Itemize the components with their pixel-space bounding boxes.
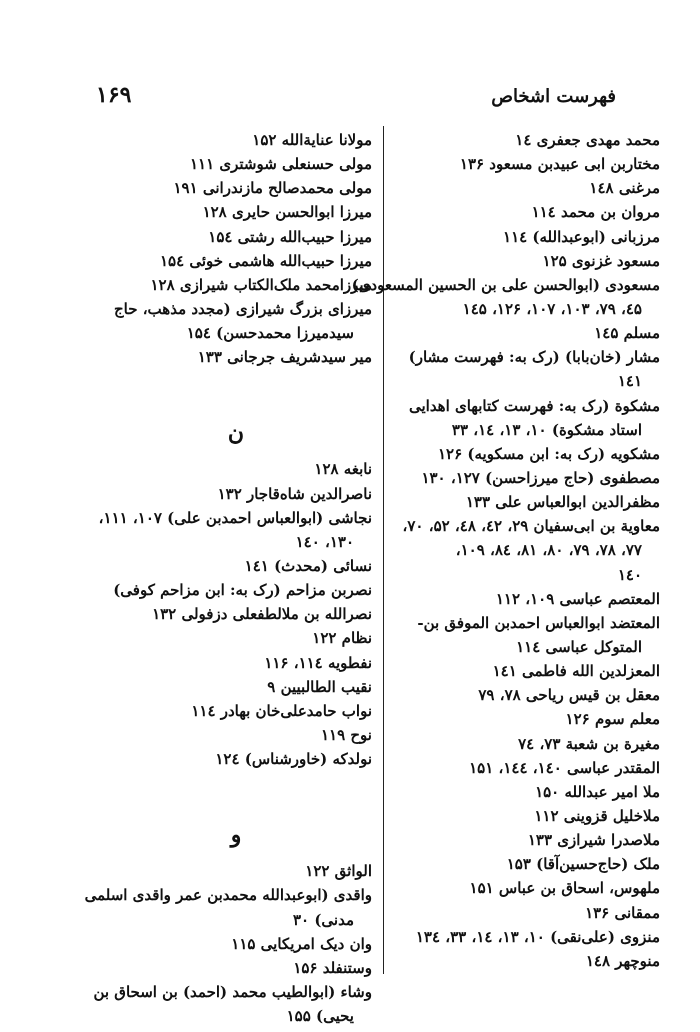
index-entry: المقتدر عباسی ۱٤۰، ۱٤٤، ۱۵۱ [469, 758, 660, 777]
index-entry: نولدکه (خاورشناس) ۱۲٤ [215, 750, 372, 769]
index-entry: وستنفلد ۱۵۶ [293, 958, 372, 977]
index-entry: مسعود غزنوی ۱۲۵ [542, 251, 660, 270]
index-entry-continuation: ۱٤۰ [617, 565, 642, 584]
index-entry-continuation: المتوکل عباسی ۱۱٤ [516, 637, 642, 656]
index-entry: مولی حسنعلی شوشتری ۱۱۱ [189, 155, 372, 174]
section-letter-heading: ن [227, 420, 245, 447]
index-entry: مصطفوی (حاج میرزاحسن) ۱۲۷، ۱۳۰ [421, 468, 660, 487]
index-entry: نصربن مزاحم (رک به: ابن مزاحم کوفی) [113, 581, 372, 600]
index-entry: مشکویه (رک به: ابن مسکویه) ۱۲۶ [438, 444, 660, 463]
index-entry: نصرالله بن ملالطفعلی دزفولی ۱۳۲ [152, 605, 372, 624]
index-entry: مظفرالدین ابوالعباس علی ۱۳۳ [465, 493, 660, 512]
index-entry-continuation: سیدمیرزا محمدحسن) ۱۵٤ [186, 324, 354, 343]
index-entry: نفطویه ۱۱٤، ۱۱۶ [264, 653, 372, 672]
index-entry-continuation: یحیی) ۱۵۵ [286, 1007, 354, 1026]
index-entry-continuation: مدنی) ۳۰ [292, 910, 354, 929]
section-gap [100, 369, 372, 409]
index-entry: مشار (خان‌بابا) (رک به: فهرست مشار) [408, 348, 660, 367]
index-entry: واقدی (ابوعبدالله محمدبن عمر واقدی اسلمی [84, 886, 372, 905]
index-entry: مشکوة (رک به: فهرست کتابهای اهدایی [408, 396, 660, 415]
index-entry: معلم سوم ۱۲۶ [565, 710, 660, 729]
index-entry: مولانا عنایة‌الله ۱۵۲ [252, 131, 372, 149]
index-entry-continuation: ۱٤۱ [617, 372, 642, 391]
index-entry: المعتصم عباسی ۱۰۹، ۱۱۲ [495, 589, 660, 608]
page-title: فهرست اشخاص [491, 86, 616, 107]
index-entry: ملهوس، اسحاق بن عباس ۱۵۱ [469, 879, 660, 898]
index-entry: میرزا ابوالحسن حایری ۱۲۸ [202, 203, 372, 222]
index-entry: معاویة بن ابی‌سفیان ۲۹، ٤۲، ٤۸، ۵۲، ۷۰، [402, 517, 660, 536]
index-entry: میرزامحمد ملک‌الکتاب شیرازی ۱۲۸ [150, 275, 372, 294]
index-entry: نقیب الطالبیین ۹ [267, 677, 372, 696]
section-gap [100, 771, 372, 811]
index-entry: مختاربن ابی عبیدبن مسعود ۱۳۶ [459, 155, 660, 174]
index-entry: ملاصدرا شیرازی ۱۳۳ [527, 831, 660, 850]
index-entry: نظام ۱۲۲ [312, 629, 372, 648]
index-entry: مسعودی (ابوالحسن علی بن الحسین المسعودی) [351, 275, 660, 294]
index-entry: محمد مهدی جعفری ۱٤ [515, 131, 660, 149]
index-entry: وشاء (ابوالطیب محمد (احمد) بن اسحاق بن [93, 982, 372, 1001]
index-entry: ملا امیر عبدالله ۱۵۰ [535, 782, 660, 801]
index-entry: المعتضد ابوالعباس احمدبن الموفق بن- [417, 613, 660, 632]
left-column [84, 128, 372, 1028]
index-entry-continuation: استاد مشکوة) ۱۰، ۱۳، ۱٤، ۳۳ [451, 420, 642, 439]
index-entry: منزوی (علی‌نقی) ۱۰، ۱۳، ۱٤، ۳۳، ۱۳٤ [415, 927, 660, 946]
index-entry: وان دیک امریکایی ۱۱۵ [231, 934, 372, 953]
index-entry: نواب حامدعلی‌خان بهادر ۱۱٤ [191, 701, 372, 720]
index-entry: ممقانی ۱۳۶ [585, 903, 660, 922]
index-entry: میرزای بزرگ شیرازی (مجدد مذهب، حاج [113, 299, 372, 318]
index-entry: میر سیدشریف جرجانی ۱۳۳ [197, 348, 372, 367]
index-entry: مرزبانی (ابوعبدالله) ۱۱٤ [503, 227, 660, 246]
page-header [96, 78, 616, 118]
index-entry: الواثق ۱۲۲ [305, 862, 372, 881]
index-entry: ملاخلیل قزوینی ۱۱۲ [534, 806, 660, 825]
section-letter-heading: و [230, 822, 242, 849]
page-number: ۱۶۹ [96, 82, 132, 108]
index-entry-continuation: ٤۵، ۷۹، ۱۰۳، ۱۰۷، ۱۲۶، ۱٤۵ [462, 299, 642, 318]
index-entry: مروان بن محمد ۱۱٤ [531, 203, 660, 222]
index-entry: نوح ۱۱۹ [320, 725, 372, 744]
index-entry: مرغنی ۱٤۸ [589, 179, 660, 198]
index-entry: مغیرة بن شعبة ۷۳، ۷٤ [518, 734, 660, 753]
index-entry: میرزا حبیب‌الله هاشمی خوئی ۱۵٤ [159, 251, 372, 270]
index-entry: المعزلدین الله فاطمی ۱٤۱ [492, 662, 660, 681]
index-entry: نابغه ۱۲۸ [314, 460, 372, 479]
column-divider [383, 126, 384, 974]
index-entry: معقل بن قیس ریاحی ۷۸، ۷۹ [478, 686, 660, 705]
index-entry-continuation: ۷۷، ۷۸، ۷۹، ۸۰، ۸۱، ۸٤، ۱۰۹، [455, 541, 642, 560]
right-column [351, 128, 660, 973]
index-entry: مسلم ۱٤۵ [594, 324, 660, 343]
index-entry: ناصرالدین شاه‌قاجار ۱۳۲ [217, 484, 372, 503]
index-entry: ملک (حاج‌حسین‌آقا) ۱۵۳ [506, 855, 660, 874]
index-entry: میرزا حبیب‌الله رشتی ۱۵٤ [208, 227, 372, 246]
index-entry: منوچهر ۱٤۸ [585, 951, 660, 970]
index-entry: نسائی (محدث) ۱٤۱ [244, 556, 372, 575]
index-entry: مولی محمدصالح مازندرانی ۱۹۱ [173, 179, 372, 198]
index-entry: نجاشی (ابوالعباس احمدبن علی) ۱۰۷، ۱۱۱، [98, 508, 372, 527]
index-entry-continuation: ۱۳۰، ۱٤۰ [295, 532, 354, 551]
